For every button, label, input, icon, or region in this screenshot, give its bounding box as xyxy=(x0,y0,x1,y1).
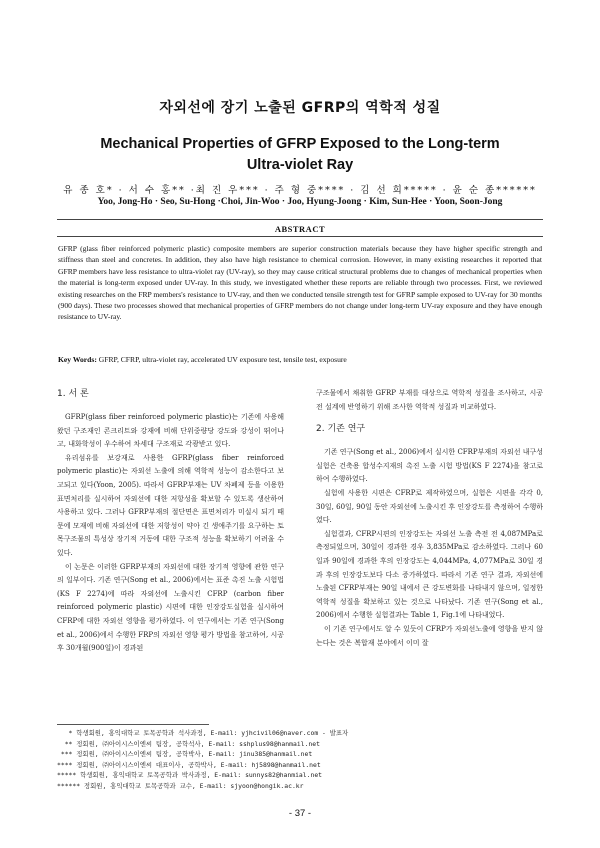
authors-english: Yoo, Jong-Ho · Seo, Su-Hong ·Choi, Jin-Woo · Joo, Hyung-Joong · Kim, Sun-Hee · Yoon, Soon-Jong xyxy=(97,197,503,207)
footnote: **** 정회원, ㈜아이시스이엔씨 대표이사, 공학박사, E-mail: hj5898@hanmail.net xyxy=(57,760,321,769)
section-1-heading: 1. 서 론 xyxy=(57,389,89,399)
section-2-heading: 2. 기존 연구 xyxy=(316,424,366,435)
authors-korean: 유 종 호* · 서 수 홍** ·최 진 우*** · 주 형 중**** · 김 선 희***** · 윤 순 종****** xyxy=(63,185,537,196)
section-2-paragraph-3: 실험결과, CFRP시편의 인장강도는 자외선 노출 측전 전 4,087MPa로 측정되었으며, 30일이 경과한 경우 3,835MPa로 감소하였다. 그러나 60일과 90일에 경과한 후의 인장강도는 4,044MPa, 4,077MPa로 30일 경과 후의 인장강도보다 다소 증가하였다. 따라서 기존 연구 결과, 자외선에 노출된 CFRP부재는 90일 내에서 큰 강도변화를 나타내지 않으며, 일정한 역학적 성질을 확보하고 있는 것으로 나타났다. 기존 연구(Song et al., 2006)에서 수행한 실험결과는 Table 1, Fig.1에 나타내었다. xyxy=(316,529,543,620)
english-title: Mechanical Properties of GFRP Exposed to the Long-term Ultra-violet Ray xyxy=(100,136,500,173)
footnote-rule xyxy=(57,724,209,725)
section-1-paragraph-2: 유리섬유를 보강재로 사용한 GFRP(glass fiber reinforced polymeric plastic)는 자외선 노출에 의해 역학적 성능이 감소한다고 보고되고 있다(Yoon, 2005). 따라서 GFRP부재는 UV 차폐제 등을 이용한 표면처리를 실시하여 자외선에 대한 저항성을 확보할 수 있도록 생산하여 사용하고 있다. 그러나 GFRP부재의 절단면은 표면처리가 미실시 되기 때문에 모재에 비해 자외선에 대한 저항성이 약아 긴 생애주기를 요구하는 토목구조물의 특성상 장기적 거동에 대한 구조적 성능을 확보하기 어려울 수 있다. xyxy=(57,453,284,557)
korean-title: 자외선에 장기 노출된 GFRP의 역학적 성질 xyxy=(159,100,441,116)
abstract-text: GFRP (glass fiber reinforced polymeric plastic) composite members are superior construction materials because they have higher specific strength and stiffness than steel and concretes. In addition, they also have high resistance to chemical corrosion. However, in many existing researches it reported that GFRP members have less resistance to ultra-violet ray (UV-ray), so they may cause critical structural problems due to changes of mechanical properties when the material is long-term exposed under UV-ray. In this study, we investigated whether these reports are reliable through two processes. First, we reviewed existing researches on the FRP members's resistance to UV-ray, and then we conducted tensile strength test for GFRP sample exposed to UV-ray for 30 months (900 days). These two processes showed that mechanical properties of GFRP members do not change under long-term UV-ray exposure and they have enough resistance to UV-ray. xyxy=(58,244,542,322)
footnote: ****** 정회원, 홍익대학교 토목공학과 교수, E-mail: sjyoon@hongik.ac.kr xyxy=(57,781,304,790)
abstract-heading: ABSTRACT xyxy=(274,224,326,234)
left-column xyxy=(57,387,284,656)
footnote: ** 정회원, ㈜아이시스이엔씨 팀장, 공학석사, E-mail: sshplus98@hanmail.net xyxy=(57,739,320,748)
abstract-top-rule xyxy=(57,219,543,220)
section-1-paragraph-1: GFRP(glass fiber reinforced polymeric plastic)는 기존에 사용해왔던 구조재인 콘크리트와 강재에 비해 단위중량당 강도와 강성이 뛰어나고, 내화학성이 우수하여 차세대 구조재로 각광받고 있다. xyxy=(57,413,284,449)
keywords xyxy=(58,354,542,365)
abstract-heading-rule xyxy=(57,236,543,237)
footnotes xyxy=(57,728,547,792)
section-2-paragraph-4: 이 기존 연구에서도 알 수 있듯이 CFRP가 자외선노출에 영향을 받지 않는다는 것은 복합재 분야에서 이미 잘 xyxy=(316,624,543,647)
page-number: - 37 - xyxy=(288,808,312,819)
footnote: *** 정회원, ㈜아이시스이엔씨 팀장, 공학박사, E-mail: jinu385@hanmail.net xyxy=(57,750,313,759)
right-column xyxy=(316,387,543,650)
section-1-paragraph-3: 이 논문은 이러한 GFRP부재의 자외선에 대한 장기적 영향에 관한 연구의 일부이다. 기존 연구(Song et al., 2006)에서는 표준 촉진 노출 시험법(KS F 2274)에 따라 자외선에 노출시킨 CFRP (carbon fiber reinforced polymeric plastic) 시편에 대한 인장강도실험을 실시하여 CFRP에 대한 자외선 영향을 평가하였다. 이 연구에서는 기존 연구(Song et al., 2006)에서 수행한 FRP의 자외선 영향 평가 방법을 참고하여, 시공후 30개월(900일)이 경과된 xyxy=(57,562,284,653)
footnote: * 학생회원, 홍익대학교 토목공학과 석사과정, E-mail: yjhcivil06@naver.com - 발표자 xyxy=(57,729,349,737)
section-1-continuation: 구조물에서 채취한 GFRP 부재를 대상으로 역학적 성질을 조사하고, 시공전 설계에 반영하기 위해 조사한 역학적 성질과 비교하였다. xyxy=(316,389,543,411)
keywords-list: GFRP, CFRP, ultra-violet ray, accelerated UV exposure test, tensile test, exposure xyxy=(96,355,347,364)
section-2-paragraph-2: 실험에 사용한 시편은 CFRP로 제작하였으며, 실험은 시편을 각각 0, 30일, 60일, 90일 동안 자외선에 노출시킨 후 인장강도를 측정하여 수행하였다. xyxy=(316,488,544,525)
keywords-label: Key Words: xyxy=(58,355,97,364)
section-2-paragraph-1: 기존 연구(Song et al., 2006)에서 실시한 CFRP부재의 자외선 내구성 실험은 건축용 합성수지재의 촉진 노출 시험 방법(KS F 2274)을 참고로 하여 수행하였다. xyxy=(316,448,543,484)
footnote: ***** 학생회원, 홍익대학교 토목공학과 박사과정, E-mail: sunnys82@hanmial.net xyxy=(57,771,323,780)
